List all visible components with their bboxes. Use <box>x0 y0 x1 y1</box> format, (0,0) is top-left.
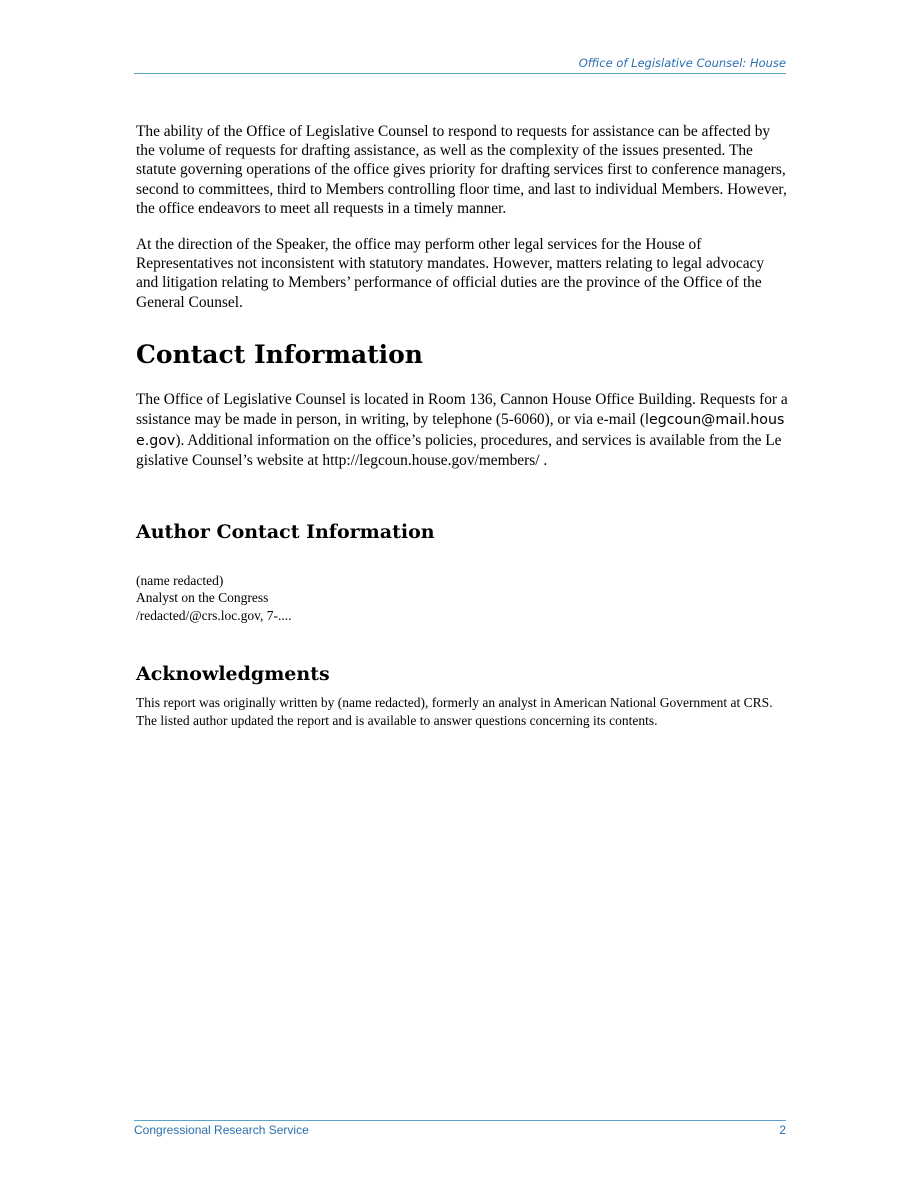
contact-text-part1: The Office of Legislative Counsel is located in Room 136, Cannon House Office Building. Requests for assistance may be made in person, in writing, by telephone (5-6060), or via e-mail ( <box>136 390 788 429</box>
acknowledgments-heading: Acknowledgments <box>136 663 330 686</box>
acknowledgments-text: This report was originally written by (name redacted), formerly an analyst in American National Government at CRS. The listed author updated the report and is available to answer questions concerning its contents. <box>136 695 773 728</box>
contact-information-heading: Contact Information <box>136 339 423 369</box>
acknowledgments-section <box>136 662 788 729</box>
author-role: Analyst on the Congress <box>136 590 269 606</box>
author-name: (name redacted) <box>136 572 224 588</box>
page-content <box>136 122 788 729</box>
body-paragraph-1: The ability of the Office of Legislative Counsel to respond to requests for assistance can be affected by the volume of requests for drafting assistance, as well as the complexity of the issues presented. The statute governing operations of the office gives priority for drafting services first to conference managers, second to committees, third to Members controlling floor time, and last to individual Members. However, the office endeavors to meet all requests in a timely manner. <box>136 123 787 217</box>
contact-text-part2: ). Additional information on the office’s policies, procedures, and services is available from the Legislative Counsel’s website at http://legcoun.house.gov/members/ . <box>136 431 782 470</box>
body-paragraph-2: At the direction of the Speaker, the office may perform other legal services for the House of Representatives not inconsistent with statutory mandates. However, matters relating to legal advocacy and litigation relating to Members’ performance of official duties are the province of the Office of the General Counsel. <box>136 236 765 311</box>
author-contact-heading: Author Contact Information <box>136 520 435 543</box>
author-details <box>136 572 788 625</box>
author-contact-section <box>136 520 788 625</box>
running-header-title: Office of Legislative Counsel: House <box>578 56 786 70</box>
contact-email: legcoun@mail.house.gov <box>136 412 785 449</box>
contact-paragraph <box>136 390 788 472</box>
author-contact: /redacted/@crs.loc.gov, 7-.... <box>136 607 292 623</box>
footer-organization: Congressional Research Service <box>134 1123 309 1137</box>
page-footer <box>134 1120 786 1137</box>
footer-page-number: 2 <box>779 1123 786 1137</box>
page-header <box>134 54 786 74</box>
